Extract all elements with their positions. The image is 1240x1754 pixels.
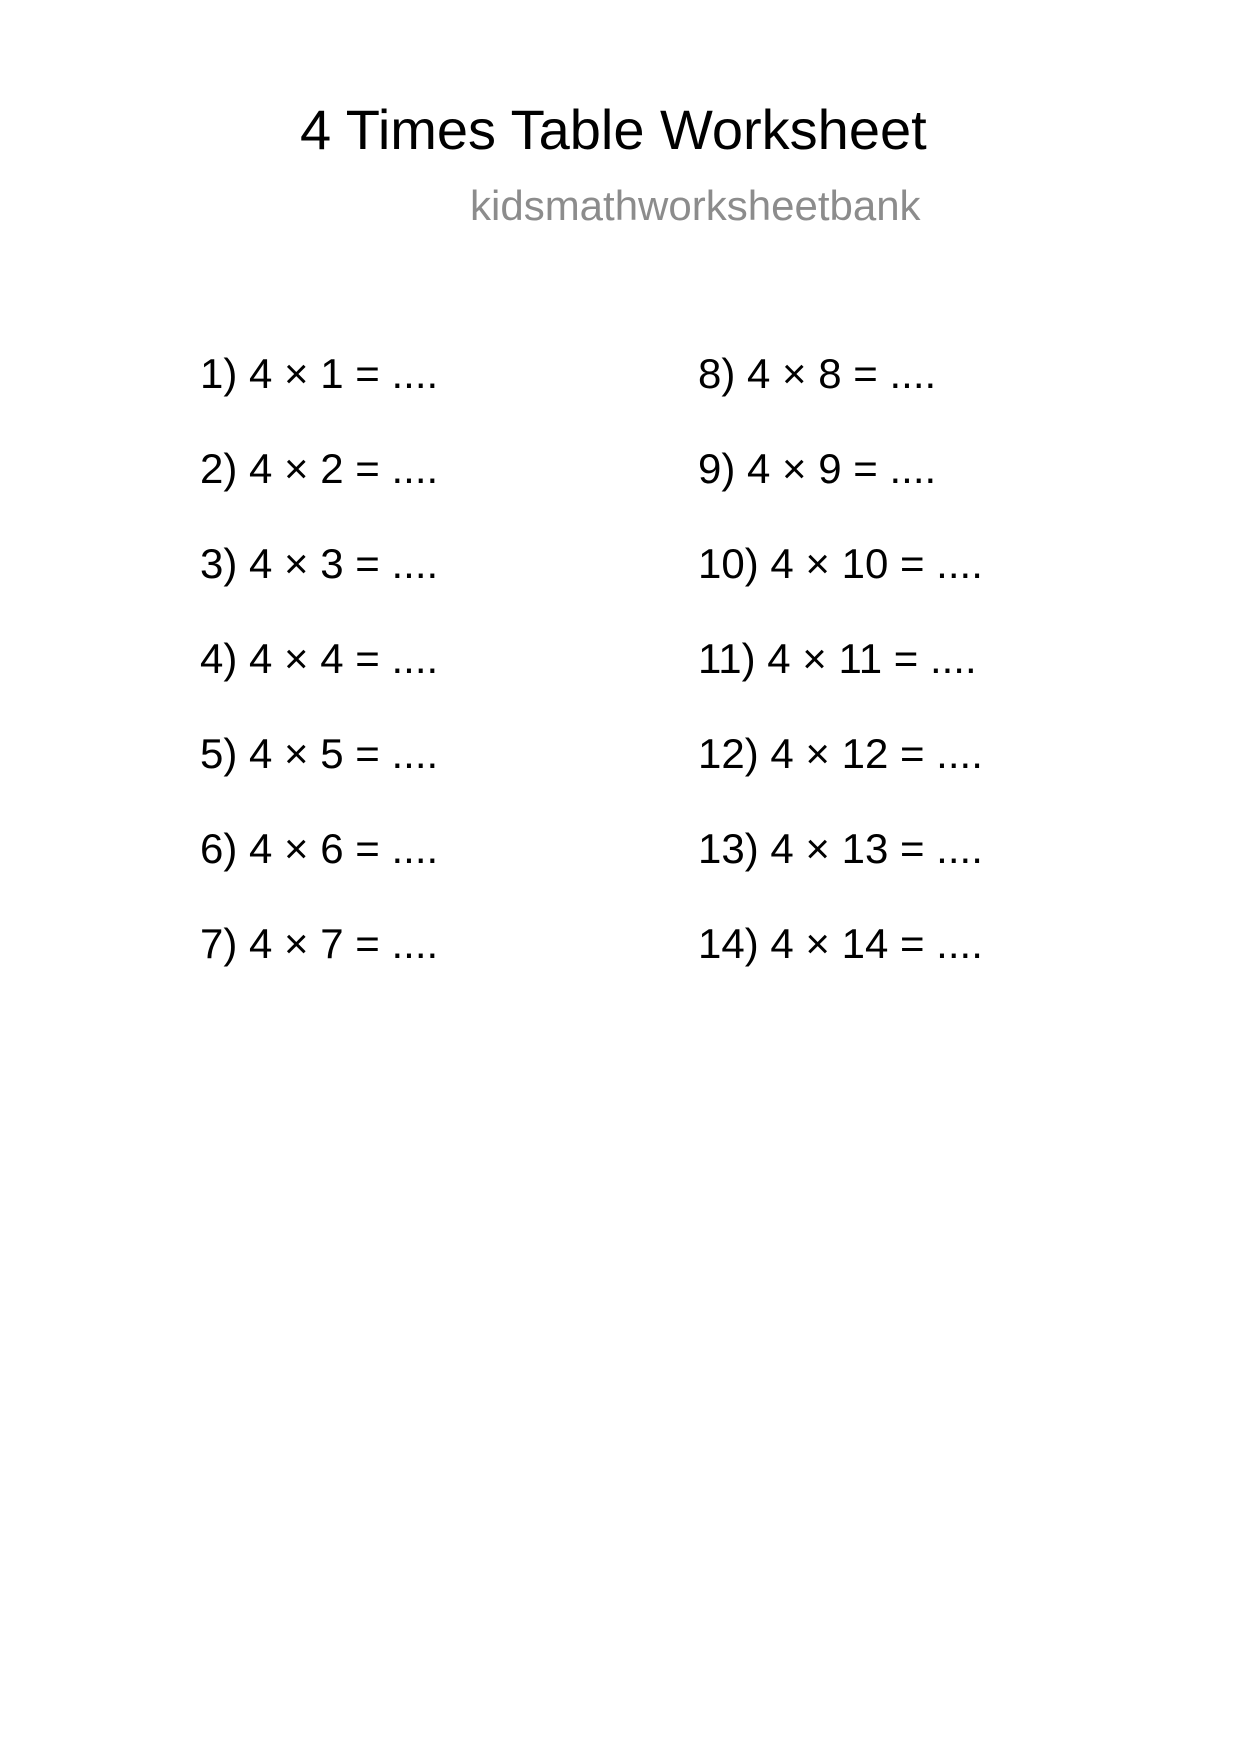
source-label: kidsmathworksheetbank	[470, 182, 921, 229]
problem-expression: 4 × 5 = ....	[249, 730, 439, 777]
problem-number: 5)	[200, 730, 238, 777]
problem-item	[200, 920, 438, 1015]
problem-number: 11)	[698, 635, 756, 682]
problem-item	[200, 445, 438, 540]
problem-item	[200, 730, 438, 825]
problem-number: 10)	[698, 540, 759, 587]
problem-expression: 4 × 7 = ....	[249, 920, 439, 967]
problem-expression: 4 × 12 = ....	[770, 730, 983, 777]
problem-item	[698, 825, 983, 920]
page-title: 4 Times Table Worksheet	[300, 98, 927, 161]
problem-number: 7)	[200, 920, 238, 967]
problem-item	[698, 540, 983, 635]
problem-expression: 4 × 13 = ....	[770, 825, 983, 872]
problem-number: 9)	[698, 445, 736, 492]
problem-number: 2)	[200, 445, 238, 492]
problem-item	[698, 445, 983, 540]
problem-item	[200, 635, 438, 730]
problem-number: 12)	[698, 730, 759, 777]
problem-list-left	[200, 350, 438, 1015]
problem-item	[698, 635, 983, 730]
problem-number: 13)	[698, 825, 759, 872]
problem-expression: 4 × 10 = ....	[770, 540, 983, 587]
problem-number: 8)	[698, 350, 736, 397]
problem-expression: 4 × 9 = ....	[747, 445, 937, 492]
problem-item	[200, 825, 438, 920]
problem-number: 6)	[200, 825, 238, 872]
problem-item	[698, 350, 983, 445]
problem-expression: 4 × 11 = ....	[767, 635, 977, 682]
problem-expression: 4 × 14 = ....	[770, 920, 983, 967]
problem-expression: 4 × 1 = ....	[249, 350, 439, 397]
problem-item	[698, 920, 983, 1015]
problem-item	[200, 540, 438, 635]
problem-number: 14)	[698, 920, 759, 967]
problem-number: 3)	[200, 540, 238, 587]
problem-number: 1)	[200, 350, 238, 397]
problem-item	[200, 350, 438, 445]
problem-expression: 4 × 8 = ....	[747, 350, 937, 397]
problem-expression: 4 × 3 = ....	[249, 540, 439, 587]
problem-number: 4)	[200, 635, 238, 682]
problem-item	[698, 730, 983, 825]
problem-list-right	[698, 350, 983, 1015]
problem-expression: 4 × 2 = ....	[249, 445, 439, 492]
problem-expression: 4 × 6 = ....	[249, 825, 439, 872]
problem-expression: 4 × 4 = ....	[249, 635, 439, 682]
